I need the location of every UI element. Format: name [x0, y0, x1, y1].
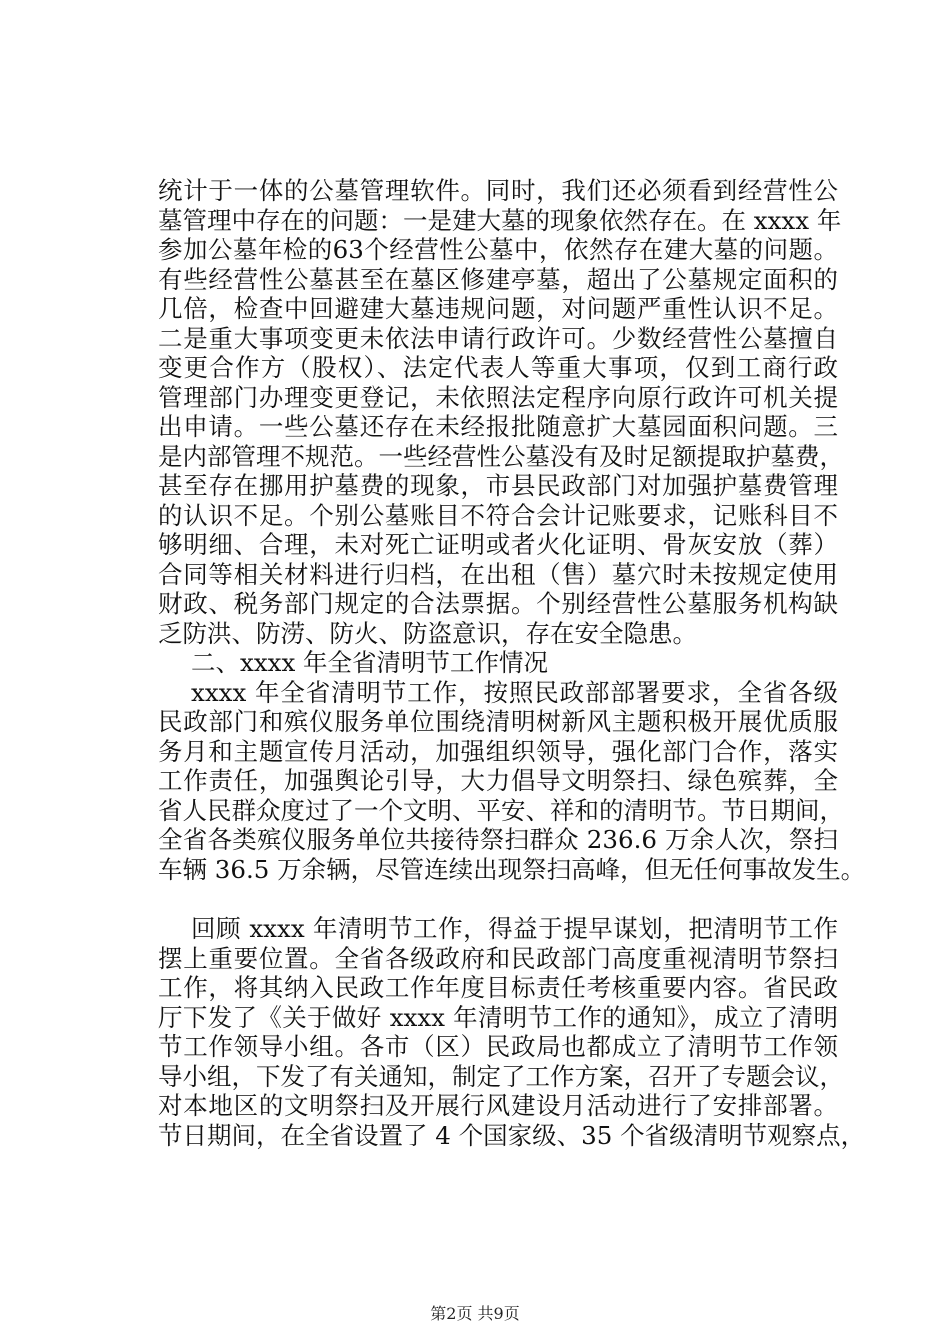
document-body	[158, 176, 866, 1150]
paragraph-qingming-overview	[158, 677, 866, 885]
paragraph-qingming-review	[158, 914, 866, 1150]
paragraph-gap	[158, 884, 838, 914]
text-line: 车辆 36.5 万余辆，尽管连续出现祭扫高峰，但无任何事故发生。	[158, 854, 866, 884]
text-line: 管理部门办理变更登记，未依照法定程序向原行政许可机关提	[158, 382, 838, 412]
text-line: 乏防洪、防涝、防火、防盗意识，存在安全隐患。	[158, 618, 697, 648]
page-footer: 第2页 共9页	[430, 1304, 520, 1323]
text-line: 工作责任，加强舆论引导，大力倡导文明祭扫、绿色殡葬，全	[158, 766, 838, 795]
text-line: 出申请。一些公墓还存在未经报批随意扩大墓园面积问题。三	[158, 412, 838, 441]
paragraph-cemetery-problems	[158, 176, 844, 648]
text-line: 工作，将其纳入民政工作年度目标责任考核重要内容。省民政	[158, 973, 838, 1002]
text-line: 省人民群众度过了一个文明、平安、祥和的清明节。节日期间，	[158, 795, 844, 825]
text-line: 节日期间，在全省设置了 4 个国家级、35 个省级清明节观察点，	[158, 1120, 866, 1150]
text-line: 够明细、合理，未对死亡证明或者火化证明、骨灰安放（葬）	[158, 530, 838, 559]
text-line: 统计于一体的公墓管理软件。同时，我们还必须看到经营性公	[158, 176, 838, 205]
text-line: 民政部门和殡仪服务单位围绕清明树新风主题积极开展优质服	[158, 707, 838, 736]
text-line: 导小组，下发了有关通知，制定了工作方案，召开了专题会议，	[158, 1061, 844, 1091]
text-line: 节工作领导小组。各市（区）民政局也都成立了清明节工作领	[158, 1032, 838, 1061]
text-line: 回顾 xxxx 年清明节工作，得益于提早谋划，把清明节工作	[191, 914, 838, 943]
text-line: 合同等相关材料进行归档，在出租（售）墓穴时未按规定使用	[158, 559, 838, 589]
text-line: 的认识不足。个别公墓账目不符合会计记账要求，记账科目不	[158, 500, 838, 530]
text-line: 变更合作方（股权）、法定代表人等重大事项，仅到工商行政	[158, 353, 838, 382]
text-line: 甚至存在挪用护墓费的现象，市县民政部门对加强护墓费管理	[158, 471, 838, 500]
text-line: 摆上重要位置。全省各级政府和民政部门高度重视清明节祭扫	[158, 943, 838, 973]
section-heading: 二、xxxx 年全省清明节工作情况	[191, 648, 549, 677]
text-line: 参加公墓年检的63个经营性公墓中，依然存在建大墓的问题。	[158, 235, 838, 264]
text-line: 全省各类殡仪服务单位共接待祭扫群众 236.6 万余人次，祭扫	[158, 825, 838, 854]
text-line: 对本地区的文明祭扫及开展行风建设月活动进行了安排部署。	[158, 1091, 838, 1120]
text-line: 有些经营性公墓甚至在墓区修建亭墓，超出了公墓规定面积的	[158, 264, 838, 294]
text-line: 是内部管理不规范。一些经营性公墓没有及时足额提取护墓费，	[158, 441, 844, 471]
text-line: 厅下发了《关于做好 xxxx 年清明节工作的通知》，成立了清明	[158, 1002, 838, 1032]
text-line: 财政、税务部门规定的合法票据。个别经营性公墓服务机构缺	[158, 589, 838, 618]
text-line: 墓管理中存在的问题：一是建大墓的现象依然存在。在 xxxx 年	[158, 205, 842, 235]
text-line: 几倍，检查中回避建大墓违规问题，对问题严重性认识不足。	[158, 294, 838, 323]
text-line: xxxx 年全省清明节工作，按照民政部部署要求，全省各级	[191, 677, 838, 707]
text-line: 务月和主题宣传月活动，加强组织领导，强化部门合作，落实	[158, 736, 838, 766]
text-line: 二是重大事项变更未依法申请行政许可。少数经营性公墓擅自	[158, 323, 838, 353]
